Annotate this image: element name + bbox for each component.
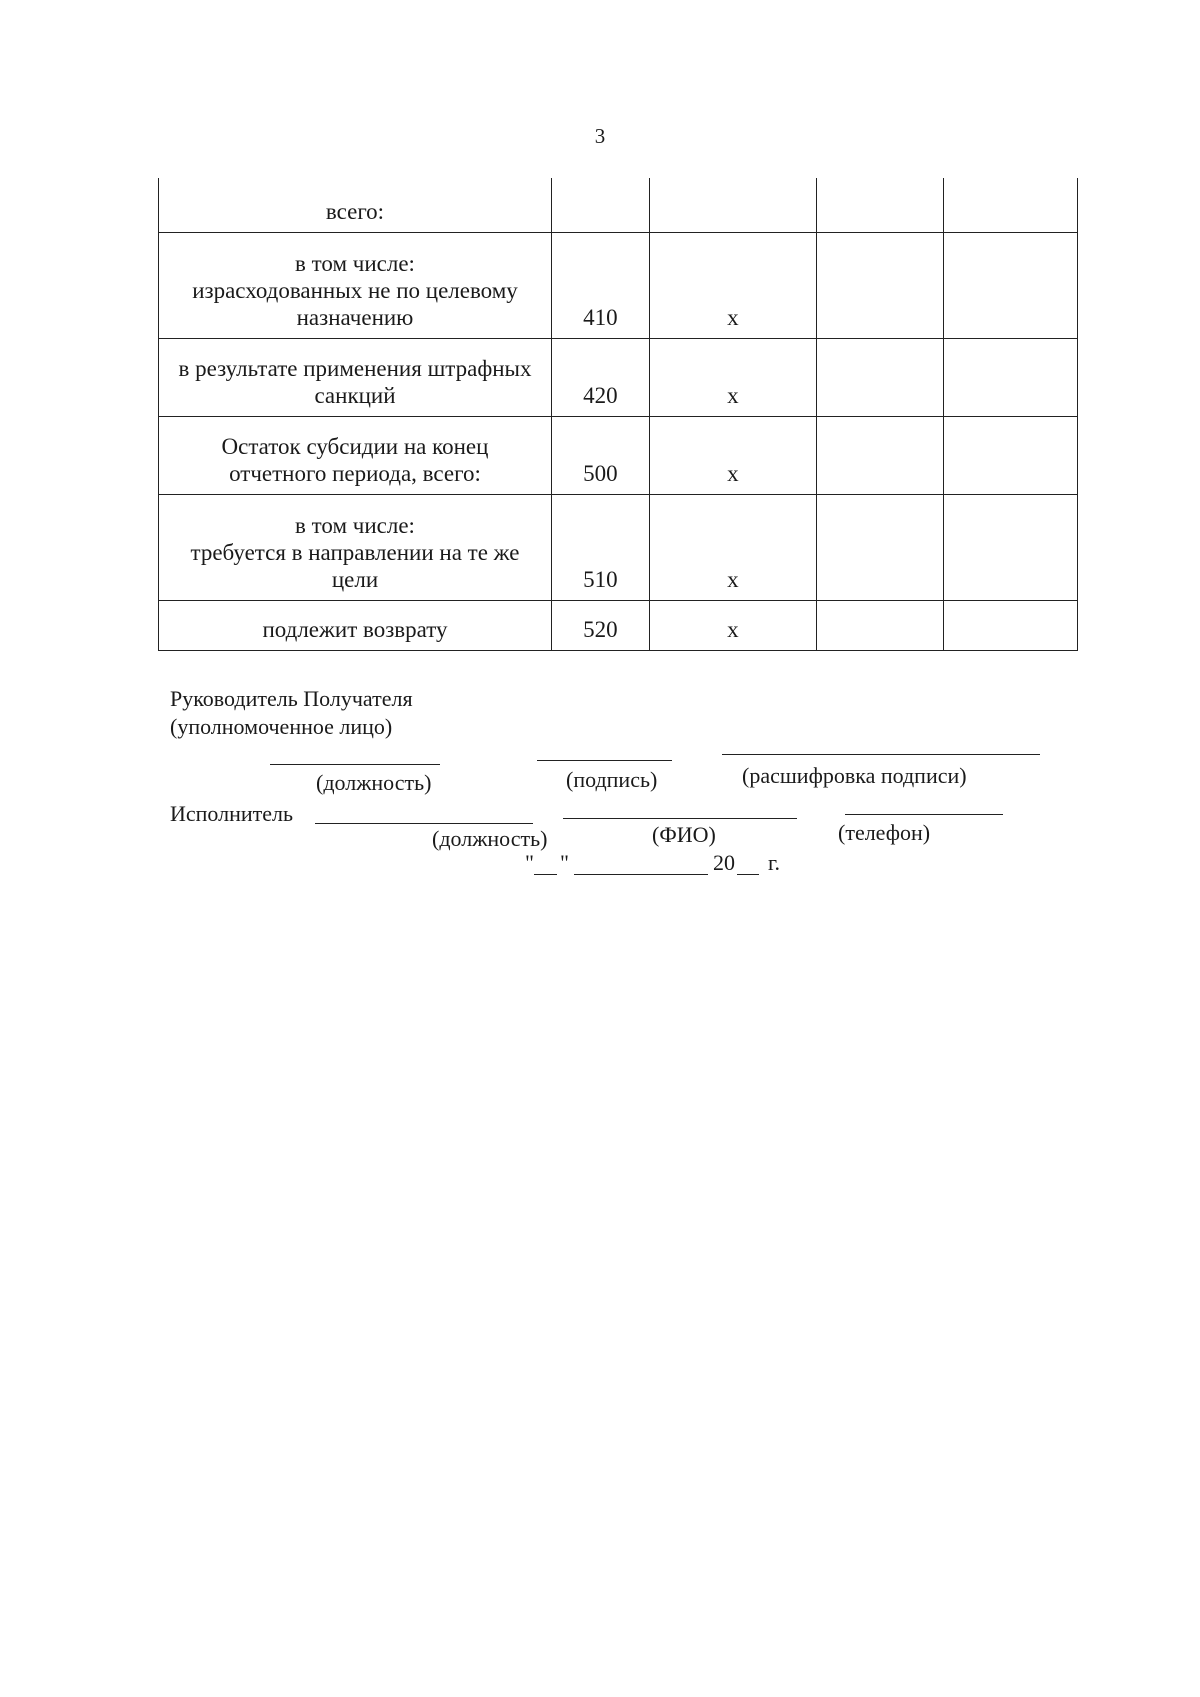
row-value-cell xyxy=(816,494,943,600)
row-name-cell: подлежит возврату xyxy=(159,600,552,650)
table-row xyxy=(159,178,1078,232)
row-x-cell: x xyxy=(649,338,816,416)
row-value-cell xyxy=(943,494,1077,600)
row-x-cell: x xyxy=(649,416,816,494)
executor-phone-caption: (телефон) xyxy=(838,820,931,845)
table-row xyxy=(159,494,1078,600)
table-row xyxy=(159,416,1078,494)
table-row xyxy=(159,338,1078,416)
executor-label: Исполнитель xyxy=(170,801,294,826)
row-name-cell: в том числе: израсходованных не по целевому назначению xyxy=(159,232,552,338)
row-value-cell xyxy=(943,232,1077,338)
row-x-cell: x xyxy=(649,232,816,338)
row-x-cell: x xyxy=(649,600,816,650)
head-position-line xyxy=(270,764,440,765)
row-value-cell xyxy=(943,338,1077,416)
row-value-cell xyxy=(943,600,1077,650)
table-row xyxy=(159,232,1078,338)
head-title-line2: (уполномоченное лицо) xyxy=(170,714,393,739)
executor-phone-line xyxy=(845,814,1003,815)
row-value-cell xyxy=(816,232,943,338)
row-value-cell xyxy=(816,338,943,416)
head-position-caption: (должность) xyxy=(316,770,432,795)
row-code-cell xyxy=(551,178,649,232)
head-decoding-caption: (расшифровка подписи) xyxy=(742,763,967,788)
row-code-cell: 520 xyxy=(551,600,649,650)
row-value-cell xyxy=(943,178,1077,232)
report-table xyxy=(158,178,1078,651)
executor-name-caption: (ФИО) xyxy=(652,822,716,847)
date-year-prefix: 20 xyxy=(713,850,735,875)
row-name-cell: Остаток субсидии на конец отчетного периода, всего: xyxy=(159,416,552,494)
row-code-cell: 500 xyxy=(551,416,649,494)
row-x-cell xyxy=(649,178,816,232)
head-signature-line xyxy=(537,760,672,761)
row-code-cell: 420 xyxy=(551,338,649,416)
head-signature-caption: (подпись) xyxy=(566,767,658,792)
executor-name-line xyxy=(563,818,797,819)
row-value-cell xyxy=(943,416,1077,494)
row-name-cell: всего: xyxy=(159,178,552,232)
row-x-cell: x xyxy=(649,494,816,600)
head-decoding-line xyxy=(722,754,1040,755)
date-quote-close: " xyxy=(560,850,569,875)
executor-position-caption: (должность) xyxy=(432,826,548,851)
date-year-line xyxy=(737,874,759,875)
date-year-suffix: г. xyxy=(768,850,781,875)
date-day-line xyxy=(534,874,557,875)
head-title-line1: Руководитель Получателя xyxy=(170,686,413,711)
date-quote-open: " xyxy=(525,850,534,875)
executor-position-line xyxy=(315,823,533,824)
row-name-cell: в результате применения штрафных санкций xyxy=(159,338,552,416)
row-code-cell: 510 xyxy=(551,494,649,600)
table-row xyxy=(159,600,1078,650)
date-month-line xyxy=(574,874,708,875)
row-name-cell: в том числе: требуется в направлении на те же цели xyxy=(159,494,552,600)
row-value-cell xyxy=(816,600,943,650)
row-value-cell xyxy=(816,416,943,494)
row-value-cell xyxy=(816,178,943,232)
row-code-cell: 410 xyxy=(551,232,649,338)
page-number: 3 xyxy=(594,124,606,148)
